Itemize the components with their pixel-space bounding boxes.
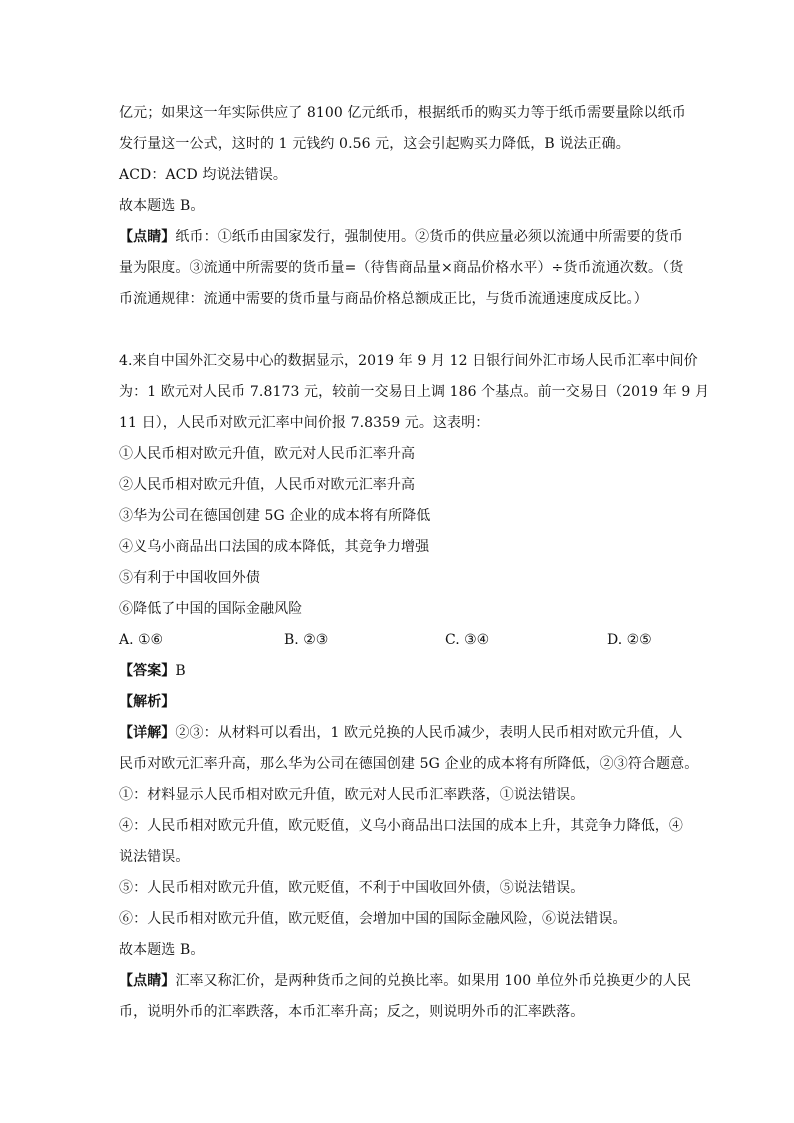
answer-label: 【答案】	[119, 663, 176, 679]
statement-item: ①人民币相对欧元升值，欧元对人民币汇率升高	[119, 446, 416, 462]
statement-item: ⑤有利于中国收回外债	[119, 570, 260, 586]
tip-label: 【点睛】	[119, 973, 176, 989]
detail-line	[119, 718, 684, 749]
document-page	[119, 98, 710, 1028]
answer-options	[119, 625, 684, 656]
statement-item: ⑥降低了中国的国际金融风险	[119, 601, 303, 617]
statement-item: ③华为公司在德国创建 5G 企业的成本将有所降低	[119, 508, 431, 524]
paragraph-line: ⑥：人民币相对欧元升值，欧元贬值，会增加中国的国际金融风险，⑥说法错误。	[119, 911, 627, 927]
question-line: 4.来自中国外汇交易中心的数据显示，2019 年 9 月 12 日银行间外汇市场人民币汇率中间价	[119, 353, 698, 369]
paragraph-line: ⑤：人民币相对欧元升值，欧元贬值，不利于中国收回外债，⑤说法错误。	[119, 880, 585, 896]
tip-text: 汇率又称汇价，是两种货币之间的兑换比率。如果用 100 单位外币兑换更少的人民	[175, 973, 691, 989]
paragraph-line: 亿元；如果这一年实际供应了 8100 亿元纸币，根据纸币的购买力等于纸币需要量除以纸币	[119, 105, 686, 121]
detail-text: ②③：从材料可以看出，1 欧元兑换的人民币减少，表明人民币相对欧元升值，人	[175, 725, 683, 741]
answer-line	[119, 656, 684, 687]
tip-line	[119, 966, 691, 997]
option-a: A. ①⑥	[119, 632, 164, 648]
tip-text: 纸币：①纸币由国家发行，强制使用。②货币的供应量必须以流通中所需要的货币	[175, 229, 684, 245]
option-d: D. ②⑤	[607, 632, 652, 648]
analysis-label: 【解析】	[119, 694, 176, 710]
blank-line	[119, 315, 684, 346]
tip-line: 币，说明外币的汇率跌落，本币汇率升高；反之，则说明外币的汇率跌落。	[119, 1004, 585, 1020]
paragraph-line: ①：材料显示人民币相对欧元升值，欧元对人民币汇率跌落，①说法错误。	[119, 787, 585, 803]
paragraph-line: 故本题选 B。	[119, 942, 205, 958]
tip-line: 量为限度。③流通中所需要的货币量=（待售商品量×商品价格水平）÷货币流通次数。（货	[119, 260, 684, 276]
answer-value: B	[175, 663, 186, 679]
tip-label: 【点睛】	[119, 229, 176, 245]
option-c: C. ③④	[445, 632, 490, 648]
option-b: B. ②③	[284, 632, 329, 648]
tip-line: 币流通规律：流通中需要的货币量与商品价格总额成正比，与货币流通速度成反比。）	[119, 291, 648, 307]
question-line: 11 日），人民币对欧元汇率中间价报 7.8359 元。这表明：	[119, 415, 490, 431]
analysis-line	[119, 687, 684, 718]
detail-line: 民币对欧元汇率升高，那么华为公司在德国创建 5G 企业的成本将有所降低，②③符合题意。	[119, 756, 699, 772]
paragraph-line: ④：人民币相对欧元升值，欧元贬值，义乌小商品出口法国的成本上升，其竞争力降低，④	[119, 818, 683, 834]
paragraph-line: 发行量这一公式，这时的 1 元钱约 0.56 元，这会引起购买力降低，B 说法正确。	[119, 136, 630, 152]
statement-item: ②人民币相对欧元升值，人民币对欧元汇率升高	[119, 477, 416, 493]
paragraph-line: ACD：ACD 均说法错误。	[119, 167, 287, 183]
detail-label: 【详解】	[119, 725, 176, 741]
paragraph-line: 故本题选 B。	[119, 198, 205, 214]
statement-item: ④义乌小商品出口法国的成本降低，其竞争力增强	[119, 539, 430, 555]
tip-line	[119, 222, 684, 253]
question-line: 为：1 欧元对人民币 7.8173 元，较前一交易日上调 186 个基点。前一交易日（2019 年 9 月	[119, 384, 710, 400]
paragraph-line: 说法错误。	[119, 849, 190, 865]
